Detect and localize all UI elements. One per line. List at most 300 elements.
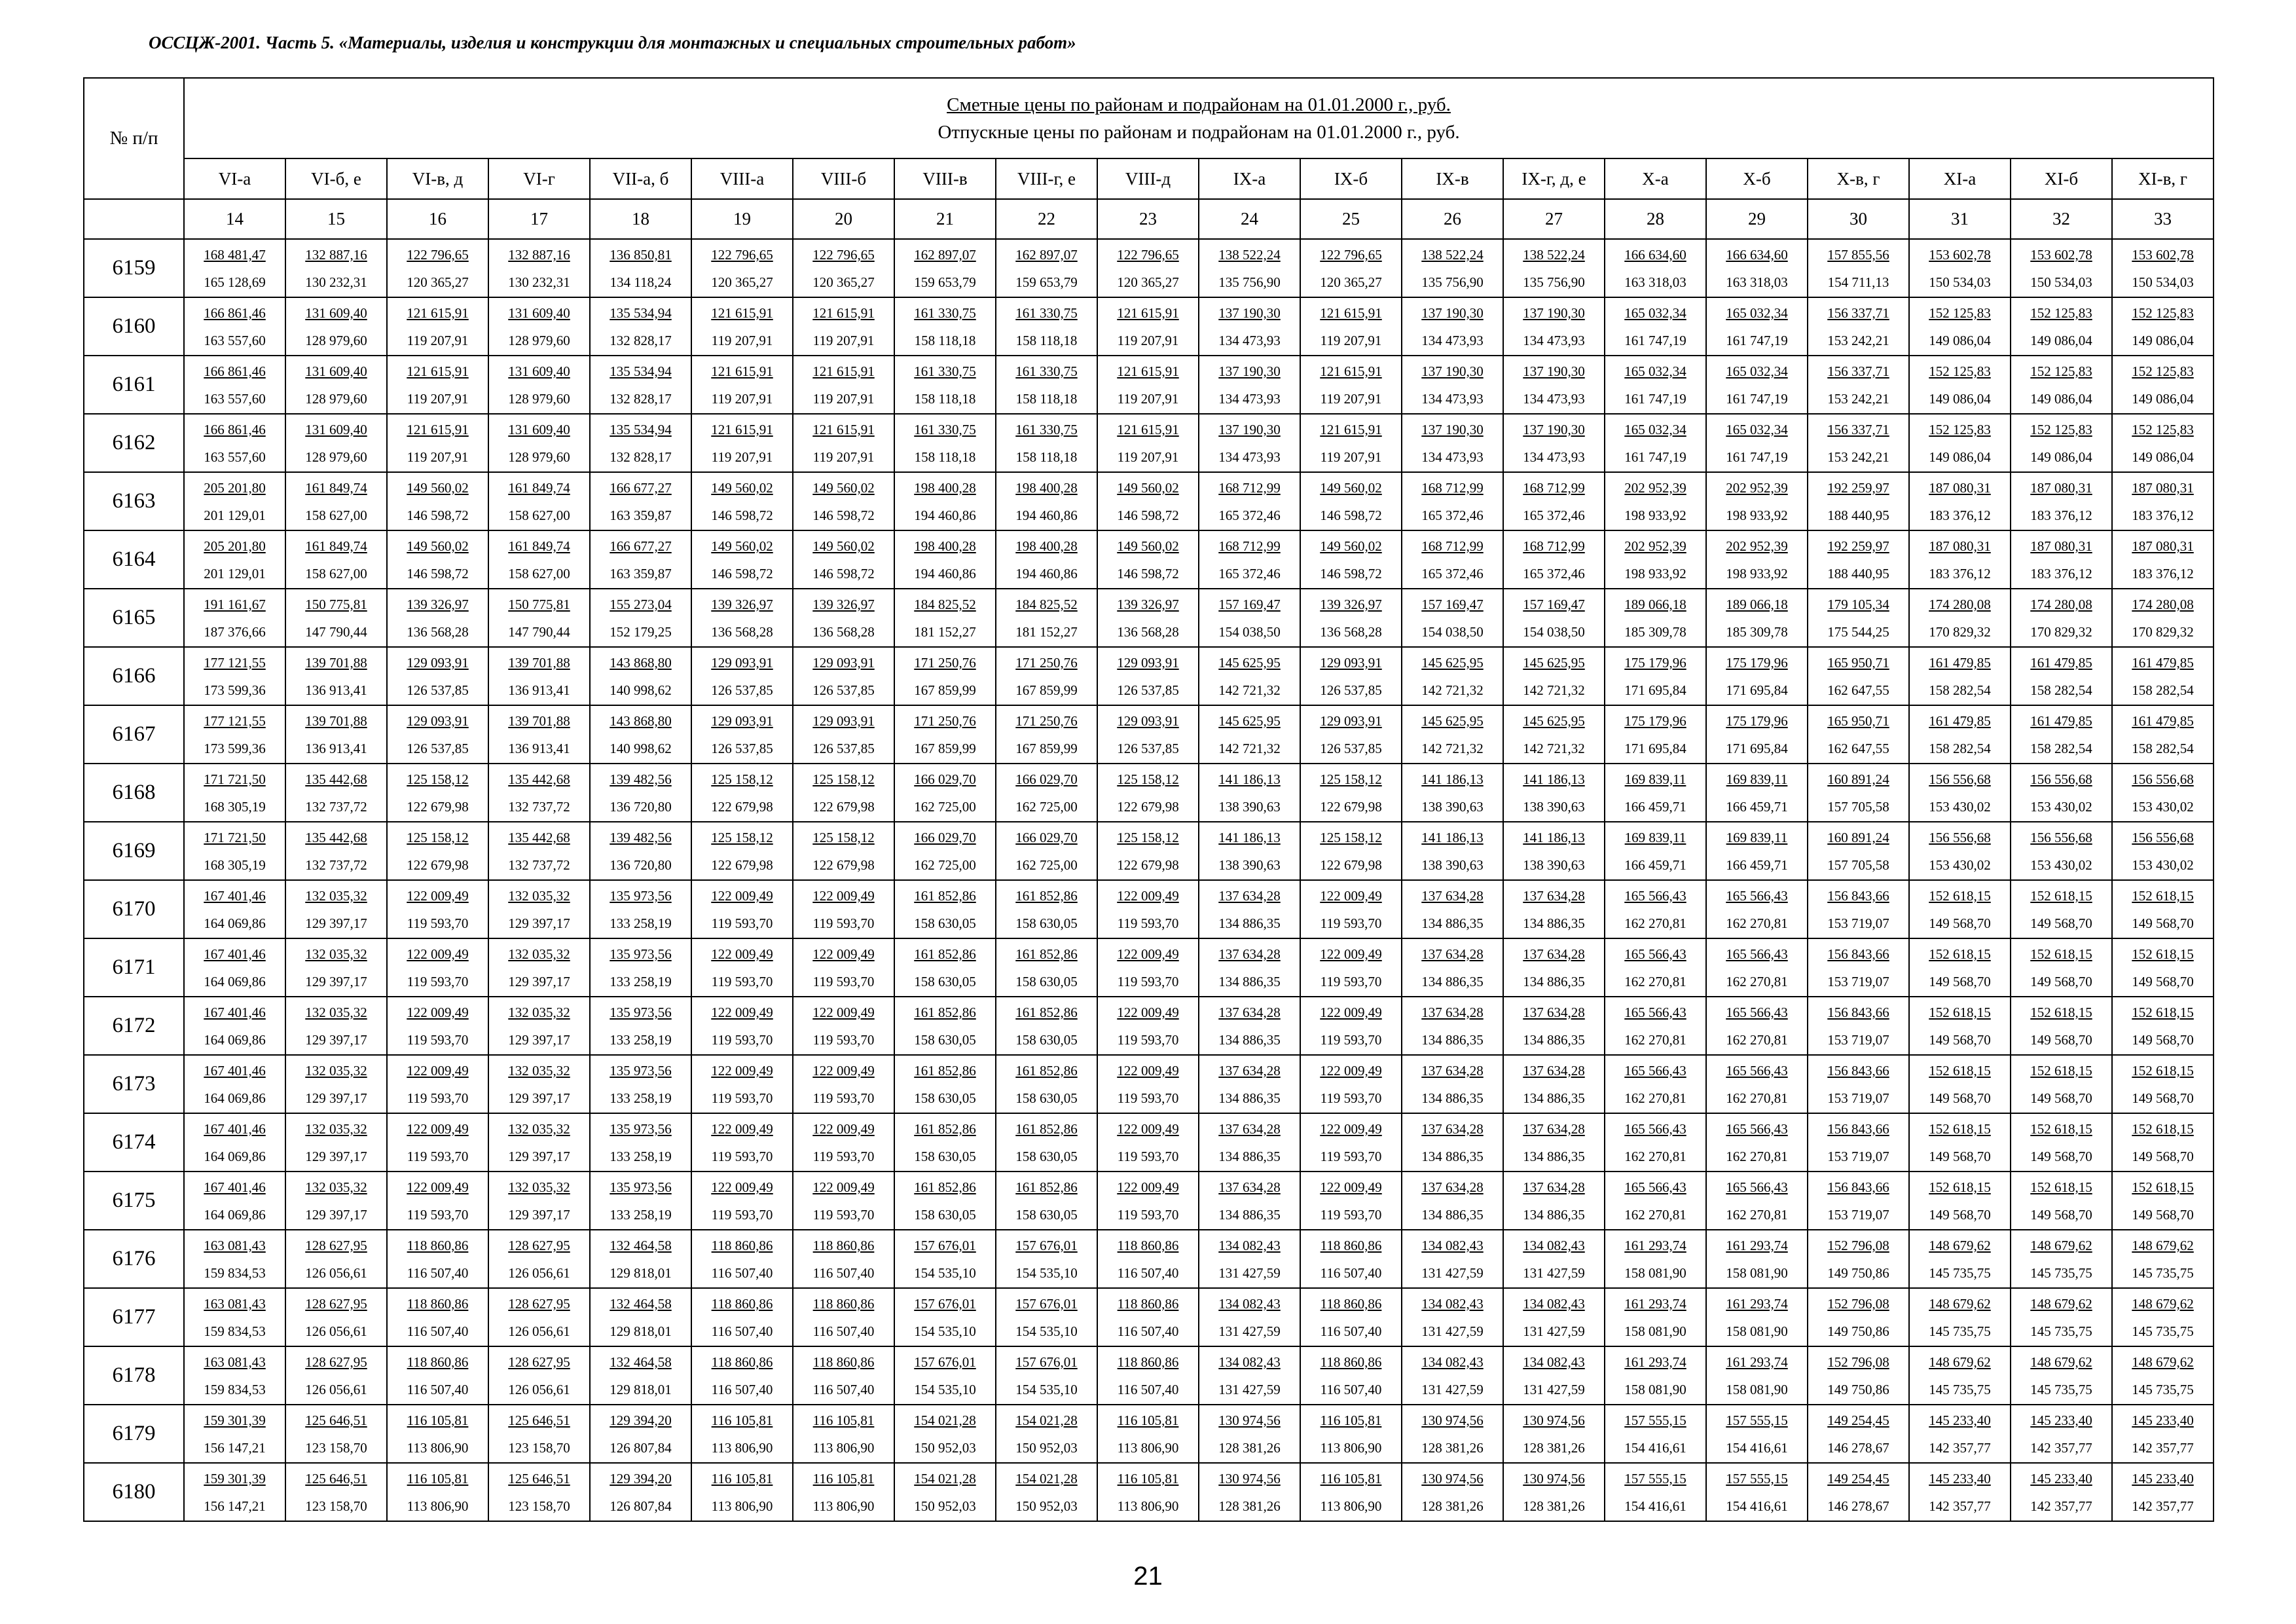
smetnaya-price: 121 615,91 — [407, 304, 469, 321]
otpusknaya-price: 161 747,19 — [1726, 449, 1788, 465]
otpusknaya-price: 154 535,10 — [1015, 1381, 1078, 1397]
smetnaya-price: 166 029,70 — [914, 771, 976, 787]
smetnaya-price: 137 634,28 — [1218, 1120, 1281, 1137]
smetnaya-price: 157 676,01 — [1015, 1237, 1078, 1253]
smetnaya-price: 139 326,97 — [1320, 596, 1382, 612]
otpusknaya-price: 119 593,70 — [812, 1090, 875, 1106]
otpusknaya-price: 126 056,61 — [508, 1264, 570, 1281]
otpusknaya-price: 129 818,01 — [610, 1323, 672, 1339]
otpusknaya-price: 123 158,70 — [508, 1439, 570, 1456]
table-row — [84, 647, 2214, 705]
otpusknaya-price: 119 593,70 — [812, 1031, 875, 1048]
price-cell — [1706, 1405, 1808, 1463]
otpusknaya-price: 119 207,91 — [1320, 449, 1382, 465]
price-cell — [1909, 1113, 2011, 1172]
row-number: 6173 — [84, 1055, 184, 1113]
otpusknaya-price: 126 537,85 — [1320, 682, 1382, 698]
otpusknaya-price: 167 859,99 — [1015, 740, 1078, 756]
otpusknaya-price: 113 806,90 — [1117, 1498, 1179, 1514]
price-cell — [590, 647, 691, 705]
otpusknaya-price: 161 747,19 — [1624, 390, 1686, 407]
smetnaya-price: 137 634,28 — [1523, 887, 1585, 904]
otpusknaya-price: 161 747,19 — [1624, 332, 1686, 348]
otpusknaya-price: 162 270,81 — [1624, 973, 1686, 989]
price-cell — [1402, 1463, 1503, 1521]
smetnaya-price: 122 009,49 — [1117, 1179, 1179, 1195]
smetnaya-price: 148 679,62 — [1929, 1295, 1991, 1312]
smetnaya-price: 165 032,34 — [1624, 421, 1686, 437]
price-cell — [1503, 530, 1605, 589]
price-cell — [1909, 938, 2011, 997]
otpusknaya-price: 119 207,91 — [407, 332, 469, 348]
price-cell — [793, 1055, 894, 1113]
otpusknaya-price: 153 719,07 — [1827, 1148, 1889, 1164]
otpusknaya-price: 134 886,35 — [1421, 915, 1484, 931]
price-cell — [590, 414, 691, 472]
price-cell — [793, 705, 894, 764]
price-cell — [2011, 530, 2112, 589]
otpusknaya-price: 119 207,91 — [812, 332, 875, 348]
smetnaya-price: 116 105,81 — [407, 1470, 469, 1486]
smetnaya-price: 129 093,91 — [812, 654, 875, 671]
otpusknaya-price: 136 568,28 — [407, 623, 469, 640]
smetnaya-price: 152 618,15 — [2132, 1004, 2194, 1020]
smetnaya-price: 157 676,01 — [914, 1354, 976, 1370]
smetnaya-price: 121 615,91 — [812, 363, 875, 379]
otpusknaya-price: 116 507,40 — [711, 1264, 773, 1281]
smetnaya-price: 166 677,27 — [610, 538, 672, 554]
otpusknaya-price: 146 598,72 — [407, 565, 469, 581]
smetnaya-price: 152 796,08 — [1827, 1354, 1889, 1370]
price-cell — [691, 1055, 793, 1113]
price-cell — [2011, 1230, 2112, 1288]
otpusknaya-price: 163 318,03 — [1624, 274, 1686, 290]
price-cell — [184, 705, 285, 764]
row-number: 6174 — [84, 1113, 184, 1172]
price-cell — [1605, 1113, 1706, 1172]
price-cell — [691, 589, 793, 647]
price-cell — [1199, 1055, 1300, 1113]
smetnaya-price: 161 852,86 — [1015, 946, 1078, 962]
price-cell — [488, 1346, 590, 1405]
price-cell — [184, 1055, 285, 1113]
price-cell — [2112, 1463, 2214, 1521]
price-cell — [2112, 647, 2214, 705]
price-cell — [1097, 647, 1199, 705]
otpusknaya-price: 181 152,27 — [1015, 623, 1078, 640]
otpusknaya-price: 164 069,86 — [204, 1148, 266, 1164]
price-cell — [387, 297, 488, 356]
smetnaya-price: 131 609,40 — [508, 304, 570, 321]
otpusknaya-price: 119 593,70 — [1320, 915, 1382, 931]
smetnaya-price: 143 868,80 — [610, 712, 672, 729]
smetnaya-price: 166 861,46 — [204, 421, 266, 437]
smetnaya-price: 129 093,91 — [1320, 712, 1382, 729]
price-cell — [1199, 1172, 1300, 1230]
otpusknaya-price: 171 695,84 — [1624, 740, 1686, 756]
otpusknaya-price: 146 598,72 — [1320, 565, 1382, 581]
price-cell — [1909, 239, 2011, 297]
otpusknaya-price: 129 397,17 — [508, 973, 570, 989]
smetnaya-price: 165 566,43 — [1624, 1004, 1686, 1020]
otpusknaya-price: 126 537,85 — [407, 740, 469, 756]
otpusknaya-price: 116 507,40 — [1117, 1264, 1179, 1281]
smetnaya-price: 116 105,81 — [1320, 1470, 1382, 1486]
price-cell — [1808, 1288, 1909, 1346]
smetnaya-price: 149 560,02 — [1117, 538, 1179, 554]
smetnaya-price: 125 646,51 — [508, 1412, 570, 1428]
smetnaya-price: 166 861,46 — [204, 363, 266, 379]
smetnaya-price: 118 860,86 — [407, 1237, 469, 1253]
otpusknaya-price: 116 507,40 — [812, 1264, 875, 1281]
table-row — [84, 822, 2214, 880]
price-cell — [1605, 414, 1706, 472]
price-cell — [1503, 938, 1605, 997]
price-cell — [2011, 1405, 2112, 1463]
column-header-region: XI-в, г — [2112, 158, 2214, 199]
otpusknaya-price: 122 679,98 — [812, 798, 875, 815]
otpusknaya-price: 142 721,32 — [1218, 682, 1281, 698]
otpusknaya-price: 120 365,27 — [407, 274, 469, 290]
otpusknaya-price: 113 806,90 — [711, 1439, 773, 1456]
smetnaya-price: 122 009,49 — [812, 1179, 875, 1195]
price-cell — [184, 356, 285, 414]
otpusknaya-price: 126 537,85 — [812, 682, 875, 698]
table-row — [84, 997, 2214, 1055]
price-table — [83, 77, 2214, 1522]
smetnaya-price: 152 125,83 — [2030, 421, 2092, 437]
table-row — [84, 1230, 2214, 1288]
price-cell — [285, 414, 387, 472]
price-cell — [488, 589, 590, 647]
otpusknaya-price: 128 381,26 — [1218, 1439, 1281, 1456]
smetnaya-price: 168 712,99 — [1523, 479, 1585, 496]
otpusknaya-price: 134 886,35 — [1421, 973, 1484, 989]
otpusknaya-price: 146 598,72 — [812, 507, 875, 523]
otpusknaya-price: 132 828,17 — [610, 390, 672, 407]
price-cell — [1402, 1230, 1503, 1288]
otpusknaya-price: 166 459,71 — [1624, 857, 1686, 873]
price-cell — [996, 1113, 1097, 1172]
otpusknaya-price: 153 430,02 — [2132, 798, 2194, 815]
otpusknaya-price: 122 679,98 — [711, 857, 773, 873]
smetnaya-price: 165 032,34 — [1726, 363, 1788, 379]
smetnaya-price: 167 401,46 — [204, 1004, 266, 1020]
price-cell — [691, 1113, 793, 1172]
otpusknaya-price: 130 232,31 — [508, 274, 570, 290]
smetnaya-price: 156 843,66 — [1827, 887, 1889, 904]
price-cell — [1199, 1346, 1300, 1405]
table-title-otpusknye: Отпускные цены по районам и подрайонам на 01.01.2000 г., руб. — [938, 121, 1460, 143]
otpusknaya-price: 134 473,93 — [1523, 332, 1585, 348]
price-cell — [1300, 1288, 1402, 1346]
smetnaya-price: 157 169,47 — [1421, 596, 1484, 612]
otpusknaya-price: 183 376,12 — [2132, 507, 2194, 523]
smetnaya-price: 205 201,80 — [204, 479, 266, 496]
otpusknaya-price: 194 460,86 — [914, 565, 976, 581]
column-number: 19 — [691, 199, 793, 239]
price-cell — [387, 822, 488, 880]
row-number: 6169 — [84, 822, 184, 880]
otpusknaya-price: 154 535,10 — [1015, 1323, 1078, 1339]
price-cell — [488, 1113, 590, 1172]
otpusknaya-price: 158 081,90 — [1624, 1264, 1686, 1281]
smetnaya-price: 139 326,97 — [711, 596, 773, 612]
price-cell — [2112, 1055, 2214, 1113]
smetnaya-price: 149 254,45 — [1827, 1470, 1889, 1486]
price-cell — [1605, 530, 1706, 589]
otpusknaya-price: 164 069,86 — [204, 973, 266, 989]
otpusknaya-price: 158 627,00 — [508, 507, 570, 523]
otpusknaya-price: 119 593,70 — [1117, 1206, 1179, 1223]
column-header-region: VIII-а — [691, 158, 793, 199]
smetnaya-price: 156 556,68 — [2030, 771, 2092, 787]
smetnaya-price: 156 556,68 — [2132, 829, 2194, 845]
price-cell — [1402, 1172, 1503, 1230]
column-header-region: VI-в, д — [387, 158, 488, 199]
otpusknaya-price: 147 790,44 — [508, 623, 570, 640]
smetnaya-price: 161 849,74 — [305, 538, 367, 554]
price-cell — [1300, 530, 1402, 589]
otpusknaya-price: 153 430,02 — [2030, 857, 2092, 873]
price-cell — [2011, 1055, 2112, 1113]
otpusknaya-price: 119 593,70 — [407, 1031, 469, 1048]
smetnaya-price: 145 233,40 — [2030, 1470, 2092, 1486]
otpusknaya-price: 135 756,90 — [1218, 274, 1281, 290]
price-cell — [1706, 764, 1808, 822]
price-cell — [184, 1405, 285, 1463]
smetnaya-price: 137 190,30 — [1218, 304, 1281, 321]
smetnaya-price: 161 330,75 — [1015, 363, 1078, 379]
price-cell — [184, 647, 285, 705]
otpusknaya-price: 129 397,17 — [305, 1031, 367, 1048]
otpusknaya-price: 166 459,71 — [1726, 798, 1788, 815]
price-cell — [2112, 938, 2214, 997]
smetnaya-price: 136 850,81 — [610, 246, 672, 263]
otpusknaya-price: 119 207,91 — [1320, 332, 1382, 348]
price-cell — [1706, 822, 1808, 880]
otpusknaya-price: 113 806,90 — [1117, 1439, 1179, 1456]
price-cell — [1706, 1172, 1808, 1230]
smetnaya-price: 135 973,56 — [610, 887, 672, 904]
otpusknaya-price: 119 207,91 — [1117, 449, 1179, 465]
otpusknaya-price: 146 598,72 — [1117, 565, 1179, 581]
price-cell — [2112, 705, 2214, 764]
price-cell — [1402, 822, 1503, 880]
price-cell — [1097, 880, 1199, 938]
smetnaya-price: 189 066,18 — [1624, 596, 1686, 612]
otpusknaya-price: 116 507,40 — [1320, 1323, 1382, 1339]
smetnaya-price: 134 082,43 — [1421, 1354, 1484, 1370]
price-cell — [2011, 997, 2112, 1055]
otpusknaya-price: 163 557,60 — [204, 449, 266, 465]
smetnaya-price: 135 442,68 — [305, 771, 367, 787]
smetnaya-price: 165 032,34 — [1624, 363, 1686, 379]
otpusknaya-price: 132 737,72 — [508, 857, 570, 873]
price-cell — [2011, 472, 2112, 530]
smetnaya-price: 137 190,30 — [1421, 304, 1484, 321]
otpusknaya-price: 162 270,81 — [1624, 915, 1686, 931]
otpusknaya-price: 149 568,70 — [1929, 915, 1991, 931]
smetnaya-price: 122 009,49 — [407, 887, 469, 904]
otpusknaya-price: 158 282,54 — [2132, 682, 2194, 698]
otpusknaya-price: 119 207,91 — [812, 390, 875, 407]
price-cell — [2011, 647, 2112, 705]
smetnaya-price: 161 849,74 — [508, 479, 570, 496]
smetnaya-price: 165 950,71 — [1827, 712, 1889, 729]
smetnaya-price: 165 950,71 — [1827, 654, 1889, 671]
smetnaya-price: 161 293,74 — [1726, 1354, 1788, 1370]
row-number: 6166 — [84, 647, 184, 705]
smetnaya-price: 202 952,39 — [1624, 479, 1686, 496]
price-cell — [488, 530, 590, 589]
row-number: 6161 — [84, 356, 184, 414]
price-cell — [1097, 1230, 1199, 1288]
price-cell — [1605, 880, 1706, 938]
smetnaya-price: 152 618,15 — [1929, 1062, 1991, 1079]
otpusknaya-price: 170 829,32 — [2030, 623, 2092, 640]
otpusknaya-price: 159 834,53 — [204, 1264, 266, 1281]
smetnaya-price: 198 400,28 — [1015, 538, 1078, 554]
otpusknaya-price: 158 282,54 — [1929, 682, 1991, 698]
row-number: 6172 — [84, 997, 184, 1055]
smetnaya-price: 149 560,02 — [407, 479, 469, 496]
otpusknaya-price: 201 129,01 — [204, 507, 266, 523]
price-cell — [285, 530, 387, 589]
price-cell — [793, 530, 894, 589]
otpusknaya-price: 154 416,61 — [1726, 1498, 1788, 1514]
smetnaya-price: 116 105,81 — [812, 1470, 875, 1486]
table-row — [84, 1463, 2214, 1521]
smetnaya-price: 121 615,91 — [812, 304, 875, 321]
smetnaya-price: 121 615,91 — [711, 304, 773, 321]
otpusknaya-price: 157 705,58 — [1827, 857, 1889, 873]
price-cell — [691, 880, 793, 938]
smetnaya-price: 167 401,46 — [204, 887, 266, 904]
smetnaya-price: 137 634,28 — [1421, 946, 1484, 962]
smetnaya-price: 131 609,40 — [305, 304, 367, 321]
otpusknaya-price: 158 630,05 — [914, 1148, 976, 1164]
price-cell — [894, 764, 996, 822]
price-cell — [1909, 1055, 2011, 1113]
price-cell — [285, 647, 387, 705]
price-cell — [184, 1230, 285, 1288]
otpusknaya-price: 129 397,17 — [305, 1148, 367, 1164]
column-number: 25 — [1300, 199, 1402, 239]
column-header-region: VIII-б — [793, 158, 894, 199]
smetnaya-price: 132 035,32 — [508, 1120, 570, 1137]
price-cell — [894, 1463, 996, 1521]
otpusknaya-price: 149 568,70 — [1929, 1206, 1991, 1223]
otpusknaya-price: 134 473,93 — [1218, 332, 1281, 348]
otpusknaya-price: 153 719,07 — [1827, 1206, 1889, 1223]
otpusknaya-price: 154 535,10 — [914, 1264, 976, 1281]
otpusknaya-price: 150 534,03 — [2030, 274, 2092, 290]
smetnaya-price: 145 625,95 — [1421, 712, 1484, 729]
smetnaya-price: 122 796,65 — [812, 246, 875, 263]
otpusknaya-price: 163 318,03 — [1726, 274, 1788, 290]
otpusknaya-price: 167 859,99 — [1015, 682, 1078, 698]
smetnaya-price: 154 021,28 — [1015, 1412, 1078, 1428]
smetnaya-price: 152 125,83 — [1929, 363, 1991, 379]
smetnaya-price: 156 843,66 — [1827, 1004, 1889, 1020]
column-header-region: VI-б, е — [285, 158, 387, 199]
smetnaya-price: 187 080,31 — [1929, 538, 1991, 554]
smetnaya-price: 161 479,85 — [1929, 712, 1991, 729]
otpusknaya-price: 119 593,70 — [812, 1148, 875, 1164]
smetnaya-price: 187 080,31 — [2030, 479, 2092, 496]
otpusknaya-price: 134 473,93 — [1523, 449, 1585, 465]
row-number: 6176 — [84, 1230, 184, 1288]
otpusknaya-price: 146 278,67 — [1827, 1439, 1889, 1456]
otpusknaya-price: 142 357,77 — [2132, 1498, 2194, 1514]
otpusknaya-price: 145 735,75 — [1929, 1381, 1991, 1397]
price-cell — [1706, 1346, 1808, 1405]
otpusknaya-price: 134 886,35 — [1523, 915, 1585, 931]
otpusknaya-price: 119 207,91 — [407, 390, 469, 407]
price-cell — [1402, 764, 1503, 822]
smetnaya-price: 163 081,43 — [204, 1237, 266, 1253]
smetnaya-price: 135 534,94 — [610, 363, 672, 379]
smetnaya-price: 122 009,49 — [1117, 946, 1179, 962]
price-cell — [793, 414, 894, 472]
otpusknaya-price: 149 568,70 — [2030, 1206, 2092, 1223]
price-cell — [1909, 1346, 2011, 1405]
price-cell — [184, 880, 285, 938]
smetnaya-price: 121 615,91 — [1320, 363, 1382, 379]
price-cell — [1706, 239, 1808, 297]
price-table-body — [84, 239, 2214, 1521]
otpusknaya-price: 153 242,21 — [1827, 390, 1889, 407]
price-cell — [590, 1113, 691, 1172]
price-cell — [894, 239, 996, 297]
price-cell — [1097, 530, 1199, 589]
price-cell — [387, 764, 488, 822]
smetnaya-price: 125 158,12 — [812, 771, 875, 787]
smetnaya-price: 175 179,96 — [1726, 654, 1788, 671]
smetnaya-price: 174 280,08 — [2132, 596, 2194, 612]
smetnaya-price: 152 618,15 — [1929, 946, 1991, 962]
price-cell — [1909, 472, 2011, 530]
smetnaya-price: 132 464,58 — [610, 1237, 672, 1253]
smetnaya-price: 154 021,28 — [1015, 1470, 1078, 1486]
smetnaya-price: 165 566,43 — [1624, 887, 1686, 904]
column-number: 31 — [1909, 199, 2011, 239]
otpusknaya-price: 167 859,99 — [914, 682, 976, 698]
price-cell — [488, 414, 590, 472]
price-cell — [1808, 1172, 1909, 1230]
price-cell — [1808, 1405, 1909, 1463]
price-cell — [1808, 938, 1909, 997]
otpusknaya-price: 122 679,98 — [711, 798, 773, 815]
smetnaya-price: 157 555,15 — [1624, 1412, 1686, 1428]
smetnaya-price: 198 400,28 — [914, 538, 976, 554]
smetnaya-price: 161 479,85 — [2030, 712, 2092, 729]
smetnaya-price: 165 566,43 — [1624, 1179, 1686, 1195]
smetnaya-price: 149 560,02 — [812, 479, 875, 496]
price-cell — [2011, 414, 2112, 472]
row-number: 6167 — [84, 705, 184, 764]
column-number: 28 — [1605, 199, 1706, 239]
price-cell — [793, 589, 894, 647]
otpusknaya-price: 185 309,78 — [1624, 623, 1686, 640]
smetnaya-price: 122 009,49 — [812, 1062, 875, 1079]
smetnaya-price: 179 105,34 — [1827, 596, 1889, 612]
smetnaya-price: 153 602,78 — [2030, 246, 2092, 263]
otpusknaya-price: 133 258,19 — [610, 1206, 672, 1223]
price-cell — [488, 239, 590, 297]
otpusknaya-price: 162 725,00 — [1015, 798, 1078, 815]
